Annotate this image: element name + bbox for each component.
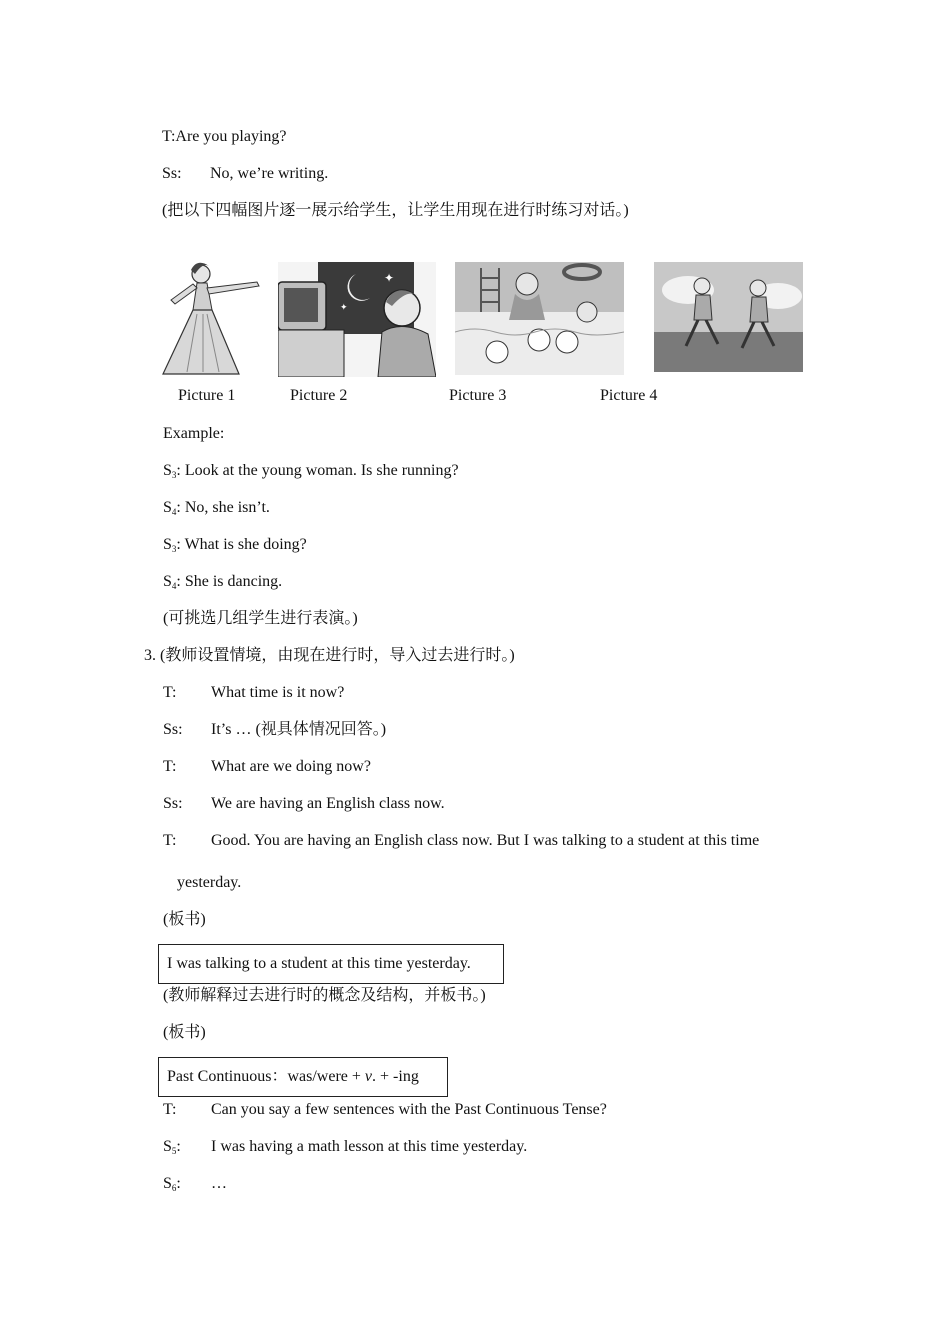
dialogue-line	[163, 498, 270, 522]
blackboard-text: Past Continuous：was/were + v. + -ing	[167, 1068, 419, 1085]
dialogue-text: We are having an English class now.	[211, 795, 445, 812]
dialogue-text: Good. You are having an English class now. But I was talking to a student at this time	[211, 832, 760, 849]
picture-caption: Picture 3	[449, 387, 507, 404]
children-swimming-picture	[455, 262, 624, 375]
dialogue-text: : She is dancing.	[176, 573, 283, 590]
dialogue-text: I was having a math lesson at this time yesterday.	[211, 1138, 528, 1155]
dialogue-line	[163, 1137, 527, 1161]
blackboard-text: I was talking to a student at this time yesterday.	[167, 955, 471, 972]
dialogue-continuation: yesterday.	[177, 874, 242, 891]
svg-text:✦: ✦	[384, 271, 395, 285]
board-note: (板书)	[163, 911, 206, 928]
speaker-label: T:	[163, 758, 177, 775]
speaker-label: $S_6$:	[163, 1175, 181, 1193]
board-note: (板书)	[163, 1024, 206, 1041]
blackboard-box-2	[158, 1057, 448, 1097]
dialogue-text: Can you say a few sentences with the Past Continuous Tense?	[211, 1101, 607, 1118]
blackboard-box-1	[158, 944, 504, 984]
svg-text:✦: ✦	[340, 303, 348, 313]
speaker-label: Ss:	[162, 165, 182, 182]
dialogue-text: : Look at the young woman. Is she running?	[176, 462, 459, 479]
dialogue-line	[163, 1100, 607, 1120]
dialogue-line	[163, 683, 344, 703]
picture-caption: Picture 4	[600, 387, 658, 404]
dialogue-line	[163, 461, 459, 485]
dialogue-line	[163, 831, 759, 851]
dialogue-text: : What is she doing?	[176, 536, 307, 553]
dialogue-line	[163, 794, 445, 814]
dialogue-line	[162, 127, 287, 147]
dialogue-line	[163, 572, 282, 596]
dialogue-text: No, we’re writing.	[210, 165, 329, 182]
speaker-label: Ss:	[163, 721, 183, 738]
speaker-label: $S_3$	[163, 462, 177, 480]
dialogue-text: What are we doing now?	[211, 758, 371, 775]
dialogue-text: T:Are you playing?	[162, 128, 287, 145]
boy-watching-tv-picture	[278, 262, 436, 377]
speaker-label: T:	[163, 832, 177, 849]
speaker-label: T:	[163, 684, 177, 701]
example-heading: Example:	[163, 425, 225, 442]
speaker-label: $S_5$:	[163, 1138, 181, 1156]
dialogue-line	[163, 535, 307, 559]
dialogue-line	[163, 757, 371, 777]
speaker-label: Ss:	[163, 795, 183, 812]
dialogue-line	[162, 164, 328, 184]
boys-running-picture	[654, 262, 803, 372]
instruction-note: (教师解释过去进行时的概念及结构，并板书。)	[163, 987, 486, 1004]
speaker-label: $S_3$	[163, 536, 177, 554]
speaker-label: $S_4$	[163, 573, 177, 591]
section-item-3: 3. (教师设置情境，由现在进行时，导入过去进行时。)	[144, 647, 515, 664]
picture-caption: Picture 1	[178, 387, 236, 404]
dialogue-text: : No, she isn’t.	[176, 499, 270, 516]
instruction-note: (可挑选几组学生进行表演。)	[163, 610, 358, 627]
dialogue-line	[163, 1174, 227, 1198]
speaker-label: $S_4$	[163, 499, 177, 517]
dialogue-line	[163, 720, 386, 740]
dancing-woman-picture	[157, 252, 265, 377]
dialogue-text: It’s … (视具体情况回答。)	[211, 721, 387, 738]
speaker-label: T:	[163, 1101, 177, 1118]
dialogue-text: …	[211, 1175, 227, 1192]
picture-caption: Picture 2	[290, 387, 348, 404]
instruction-note: (把以下四幅图片逐一展示给学生，让学生用现在进行时练习对话。)	[162, 202, 629, 219]
dialogue-text: What time is it now?	[211, 684, 345, 701]
